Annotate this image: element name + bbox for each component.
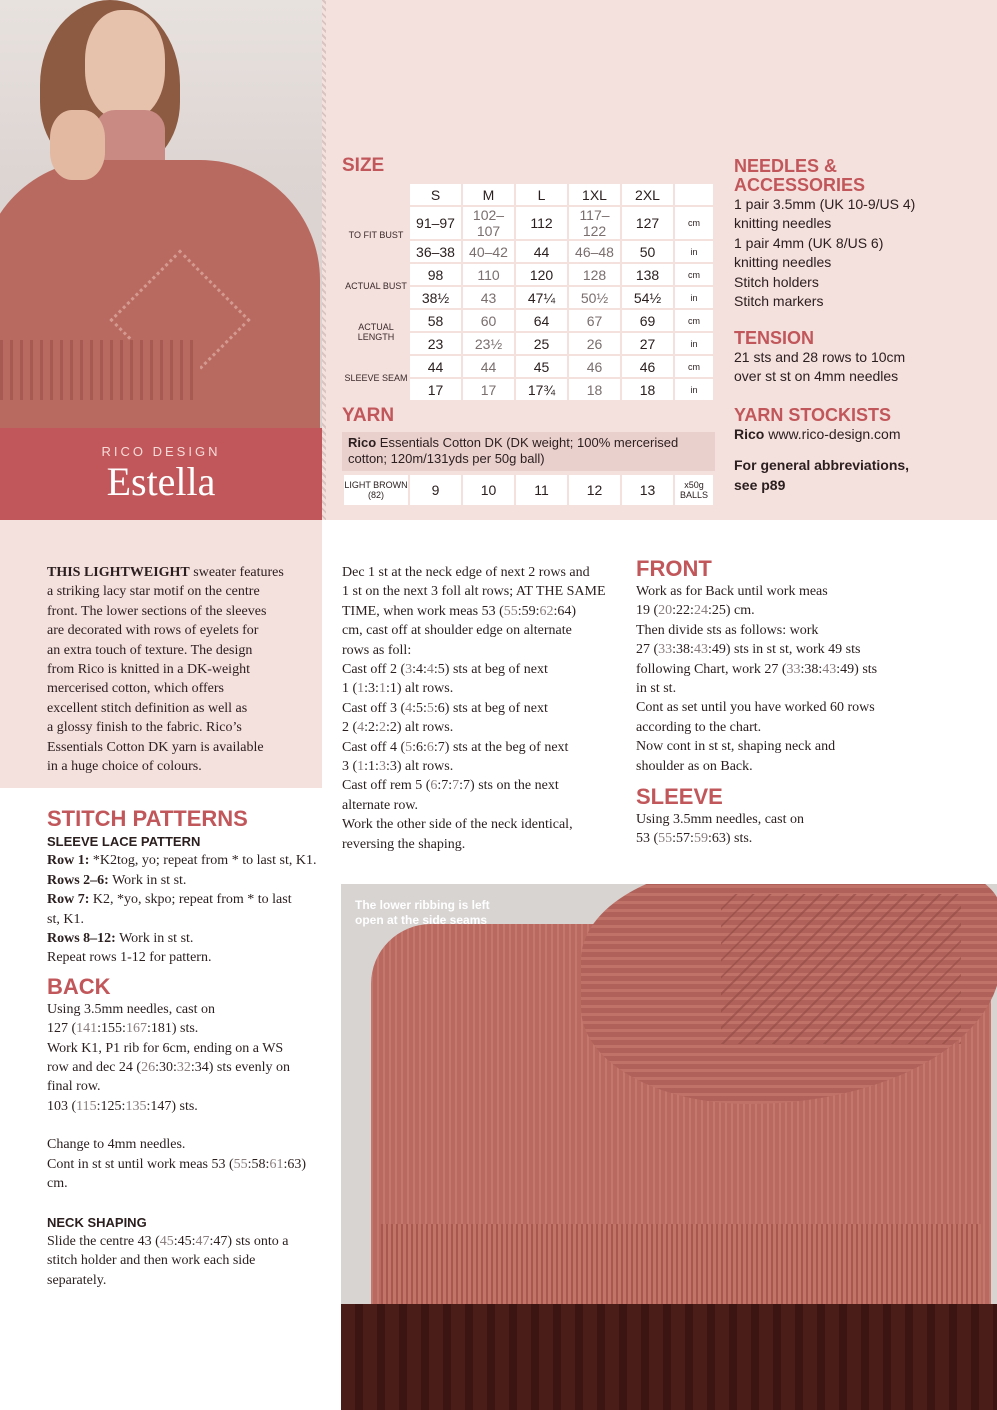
tension-line: 21 sts and 28 rows to 10cm — [734, 349, 906, 365]
photo-eyelet-pattern — [721, 894, 961, 1044]
sleeve-heading: SLEEVE — [636, 784, 723, 810]
table-cell: 98 — [410, 264, 461, 285]
table-cell: 11 — [516, 475, 567, 505]
row-label: ACTUAL LENGTH — [357, 322, 395, 342]
size-col: M — [463, 184, 514, 205]
unit-cell: x50g BALLS — [675, 475, 713, 505]
needles-line: 1 pair 3.5mm (UK 10-9/US 4) — [734, 196, 916, 212]
pattern-row: Row 7: K2, *yo, skpo; repeat from * to last st, K1. — [47, 892, 292, 927]
row-label: ACTUAL BUST — [345, 281, 407, 291]
table-cell: 91–97 — [410, 207, 461, 239]
brand-label: RICO DESIGN — [101, 444, 221, 459]
pattern-repeat: Repeat rows 1-12 for pattern. — [47, 950, 212, 966]
sleeve-lace-heading: SLEEVE LACE PATTERN — [47, 834, 201, 849]
size-col: S — [410, 184, 461, 205]
needles-heading: NEEDLES & — [734, 156, 838, 176]
table-cell: 10 — [463, 475, 514, 505]
table-row — [344, 310, 713, 331]
stitch-patterns-heading: STITCH PATTERNS — [47, 806, 248, 831]
unit-cell: cm — [675, 310, 713, 331]
yarn-text: Essentials Cotton DK (DK weight; 100% mercerised cotton; 120m/131yds per 50g ball) — [348, 435, 679, 466]
table-cell: 112 — [516, 207, 567, 239]
table-cell: 23 — [410, 333, 461, 354]
table-cell: 60 — [463, 310, 514, 331]
back-heading: BACK — [47, 973, 111, 999]
table-cell: 12 — [569, 475, 620, 505]
size-heading: SIZE — [342, 155, 385, 176]
shade-label: LIGHT BROWN (82) — [344, 475, 408, 505]
title-block — [0, 428, 322, 520]
stockists-section — [734, 406, 909, 495]
front-heading: FRONT — [636, 556, 712, 581]
yarn-brand: Rico — [348, 435, 377, 450]
tension-line: over st st on 4mm needles — [734, 368, 899, 385]
needles-line: knitting needles — [734, 215, 832, 232]
yarn-table — [342, 473, 715, 507]
table-cell: 138 — [622, 264, 673, 285]
table-cell: 25 — [516, 333, 567, 354]
table-cell: 54½ — [622, 287, 673, 308]
pattern-row: Row 1: *K2tog, yo; repeat from * to last st, K1. — [47, 853, 317, 869]
table-cell: 38½ — [410, 287, 461, 308]
yarn-heading: YARN — [342, 405, 395, 426]
table-cell: 13 — [622, 475, 673, 505]
table-cell: 44 — [410, 356, 461, 377]
table-row — [344, 475, 713, 505]
sweater-detail-photo — [341, 884, 997, 1410]
size-header-row — [344, 184, 713, 205]
table-cell: 69 — [622, 310, 673, 331]
needles-line: 1 pair 4mm (UK 8/US 6) — [734, 234, 884, 251]
stockists-heading: YARN STOCKISTS — [734, 405, 892, 425]
unit-cell: in — [675, 379, 713, 400]
table-cell: 47¼ — [516, 287, 567, 308]
table-cell: 9 — [410, 475, 461, 505]
table-cell: 128 — [569, 264, 620, 285]
tension-section — [734, 329, 905, 387]
table-cell: 46–48 — [569, 241, 620, 262]
table-cell: 18 — [569, 379, 620, 400]
table-cell: 17¾ — [516, 379, 567, 400]
intro-text: THIS LIGHTWEIGHT sweater features a striking lacy star motif on the centre front. The lower sections of the sleeves are decorated with rows of eyelets for an extra touch of texture. The design from Rico is knitted in a DK-weight mercerised cotton, which offers excellent stitch definition as well as a glossy finish to the fabric. Rico’s Essentials Cotton DK yarn is available in a huge choice of colours. — [47, 565, 284, 775]
table-cell: 110 — [463, 264, 514, 285]
needles-line: knitting needles — [734, 254, 832, 271]
unit-cell: cm — [675, 264, 713, 285]
table-row — [344, 207, 713, 239]
size-col: 2XL — [622, 184, 673, 205]
size-col: 1XL — [569, 184, 620, 205]
table-cell: 102–107 — [463, 207, 514, 239]
abbrev-note: For general abbreviations, — [734, 457, 910, 474]
photo-sleeve-eyelets — [0, 340, 200, 400]
table-row — [344, 264, 713, 285]
unit-cell: in — [675, 333, 713, 354]
table-cell: 23½ — [463, 333, 514, 354]
unit-cell: in — [675, 287, 713, 308]
unit-cell: cm — [675, 356, 713, 377]
table-cell: 67 — [569, 310, 620, 331]
size-col: L — [516, 184, 567, 205]
table-cell: 64 — [516, 310, 567, 331]
table-cell: 43 — [463, 287, 514, 308]
table-cell: 50 — [622, 241, 673, 262]
row-label: TO FIT BUST — [348, 229, 404, 240]
middle-column: Dec 1 st at the neck edge of next 2 rows and 1 st on the next 3 foll alt rows; AT THE SAME TIME, when work meas 53 (55:59:62:64) cm, cast off at shoulder edge on alternate rows as foll: Cast off 2 (3:4:4:5) sts at beg of next 1 (1:3:1:1) alt rows. Cast off 3 (4:5:5:6) sts at beg of next 2 (4:2:2:2) alt rows. Cast off 4 (5:6:6:7) sts at the beg of next 3 (1:1:3:3) alt rows. Cast off rem 5 (6:7:7:7) sts on the next alternate row. Work the other side of the neck identical, reversing the shaping. — [342, 565, 606, 852]
photo-caption: The lower ribbing is left open at the side seams — [355, 898, 490, 927]
table-row — [344, 356, 713, 377]
table-cell: 17 — [463, 379, 514, 400]
table-cell: 27 — [622, 333, 673, 354]
needles-section — [734, 157, 915, 311]
table-cell: 17 — [410, 379, 461, 400]
stockists-url: www.rico-design.com — [764, 426, 901, 442]
photo-hand — [50, 110, 105, 180]
intro-lead: THIS LIGHTWEIGHT — [47, 565, 190, 580]
pattern-row: Rows 8–12: Work in st st. — [47, 931, 194, 947]
stockists-line — [734, 425, 909, 444]
pattern-title: Estella — [106, 459, 216, 504]
table-cell: 117–122 — [569, 207, 620, 239]
needles-line: Stitch markers — [734, 293, 824, 310]
model-photo — [0, 0, 322, 428]
table-cell: 58 — [410, 310, 461, 331]
table-cell: 45 — [516, 356, 567, 377]
yarn-description — [342, 432, 715, 471]
row-label: SLEEVE SEAM — [344, 373, 408, 383]
table-cell: 40–42 — [463, 241, 514, 262]
table-cell: 36–38 — [410, 241, 461, 262]
right-column: FRONT Work as for Back until work meas 19 (20:22:24:25) cm. Then divide sts as follows: work 27 (33:38:43:49) sts in st st, work 49 sts following Chart, work 27 (33:38:43:49) sts in st st. Cont as set until you have worked 60 rows according to the chart. Now cont in st st, shaping neck and shoulder as on Back. SLEEVE Using 3.5mm needles, cast on 53 (55:57:59:63) sts. — [636, 556, 936, 849]
table-cell: 46 — [569, 356, 620, 377]
table-cell: 44 — [463, 356, 514, 377]
photo-skirt — [341, 1304, 997, 1410]
unit-cell: cm — [675, 207, 713, 239]
table-cell: 50½ — [569, 287, 620, 308]
table-cell: 44 — [516, 241, 567, 262]
abbrev-page: see p89 — [734, 476, 786, 493]
table-cell: 120 — [516, 264, 567, 285]
needles-line: Stitch holders — [734, 273, 819, 290]
table-cell: 127 — [622, 207, 673, 239]
photo-face — [85, 10, 165, 120]
table-cell: 26 — [569, 333, 620, 354]
left-column: STITCH PATTERNS SLEEVE LACE PATTERN Row 1: *K2tog, yo; repeat from * to last st, K1. Rows 2–6: Work in st st. Row 7: K2, *yo, skpo; repeat from * to last st, K1. Rows 8–12: Work in st st. Repeat rows 1-12 for pattern. BACK Using 3.5mm needles, cast on 127 (141:155:167:181) sts. Work K1, P1 rib for 6cm, ending on a WS row and dec 24 (26:30:32:34) sts evenly on final row. 103 (115:125:135:147) sts. Change to 4mm needles. Cont in st st until work meas 53 (55:58:61:63) cm. NECK SHAPING Slide the centre 43 (45:45:47:47) sts onto a stitch holder and then work each side separately. — [47, 806, 322, 1290]
tension-heading: TENSION — [734, 328, 815, 348]
table-cell: 46 — [622, 356, 673, 377]
size-table — [342, 182, 715, 402]
accessories-heading: ACCESSORIES — [734, 175, 866, 195]
table-cell: 18 — [622, 379, 673, 400]
stockists-brand: Rico — [734, 426, 765, 442]
pattern-row: Rows 2–6: Work in st st. — [47, 872, 187, 888]
photo-ribbing — [381, 1224, 981, 1314]
unit-cell: in — [675, 241, 713, 262]
neck-shaping-heading: NECK SHAPING — [47, 1214, 147, 1230]
